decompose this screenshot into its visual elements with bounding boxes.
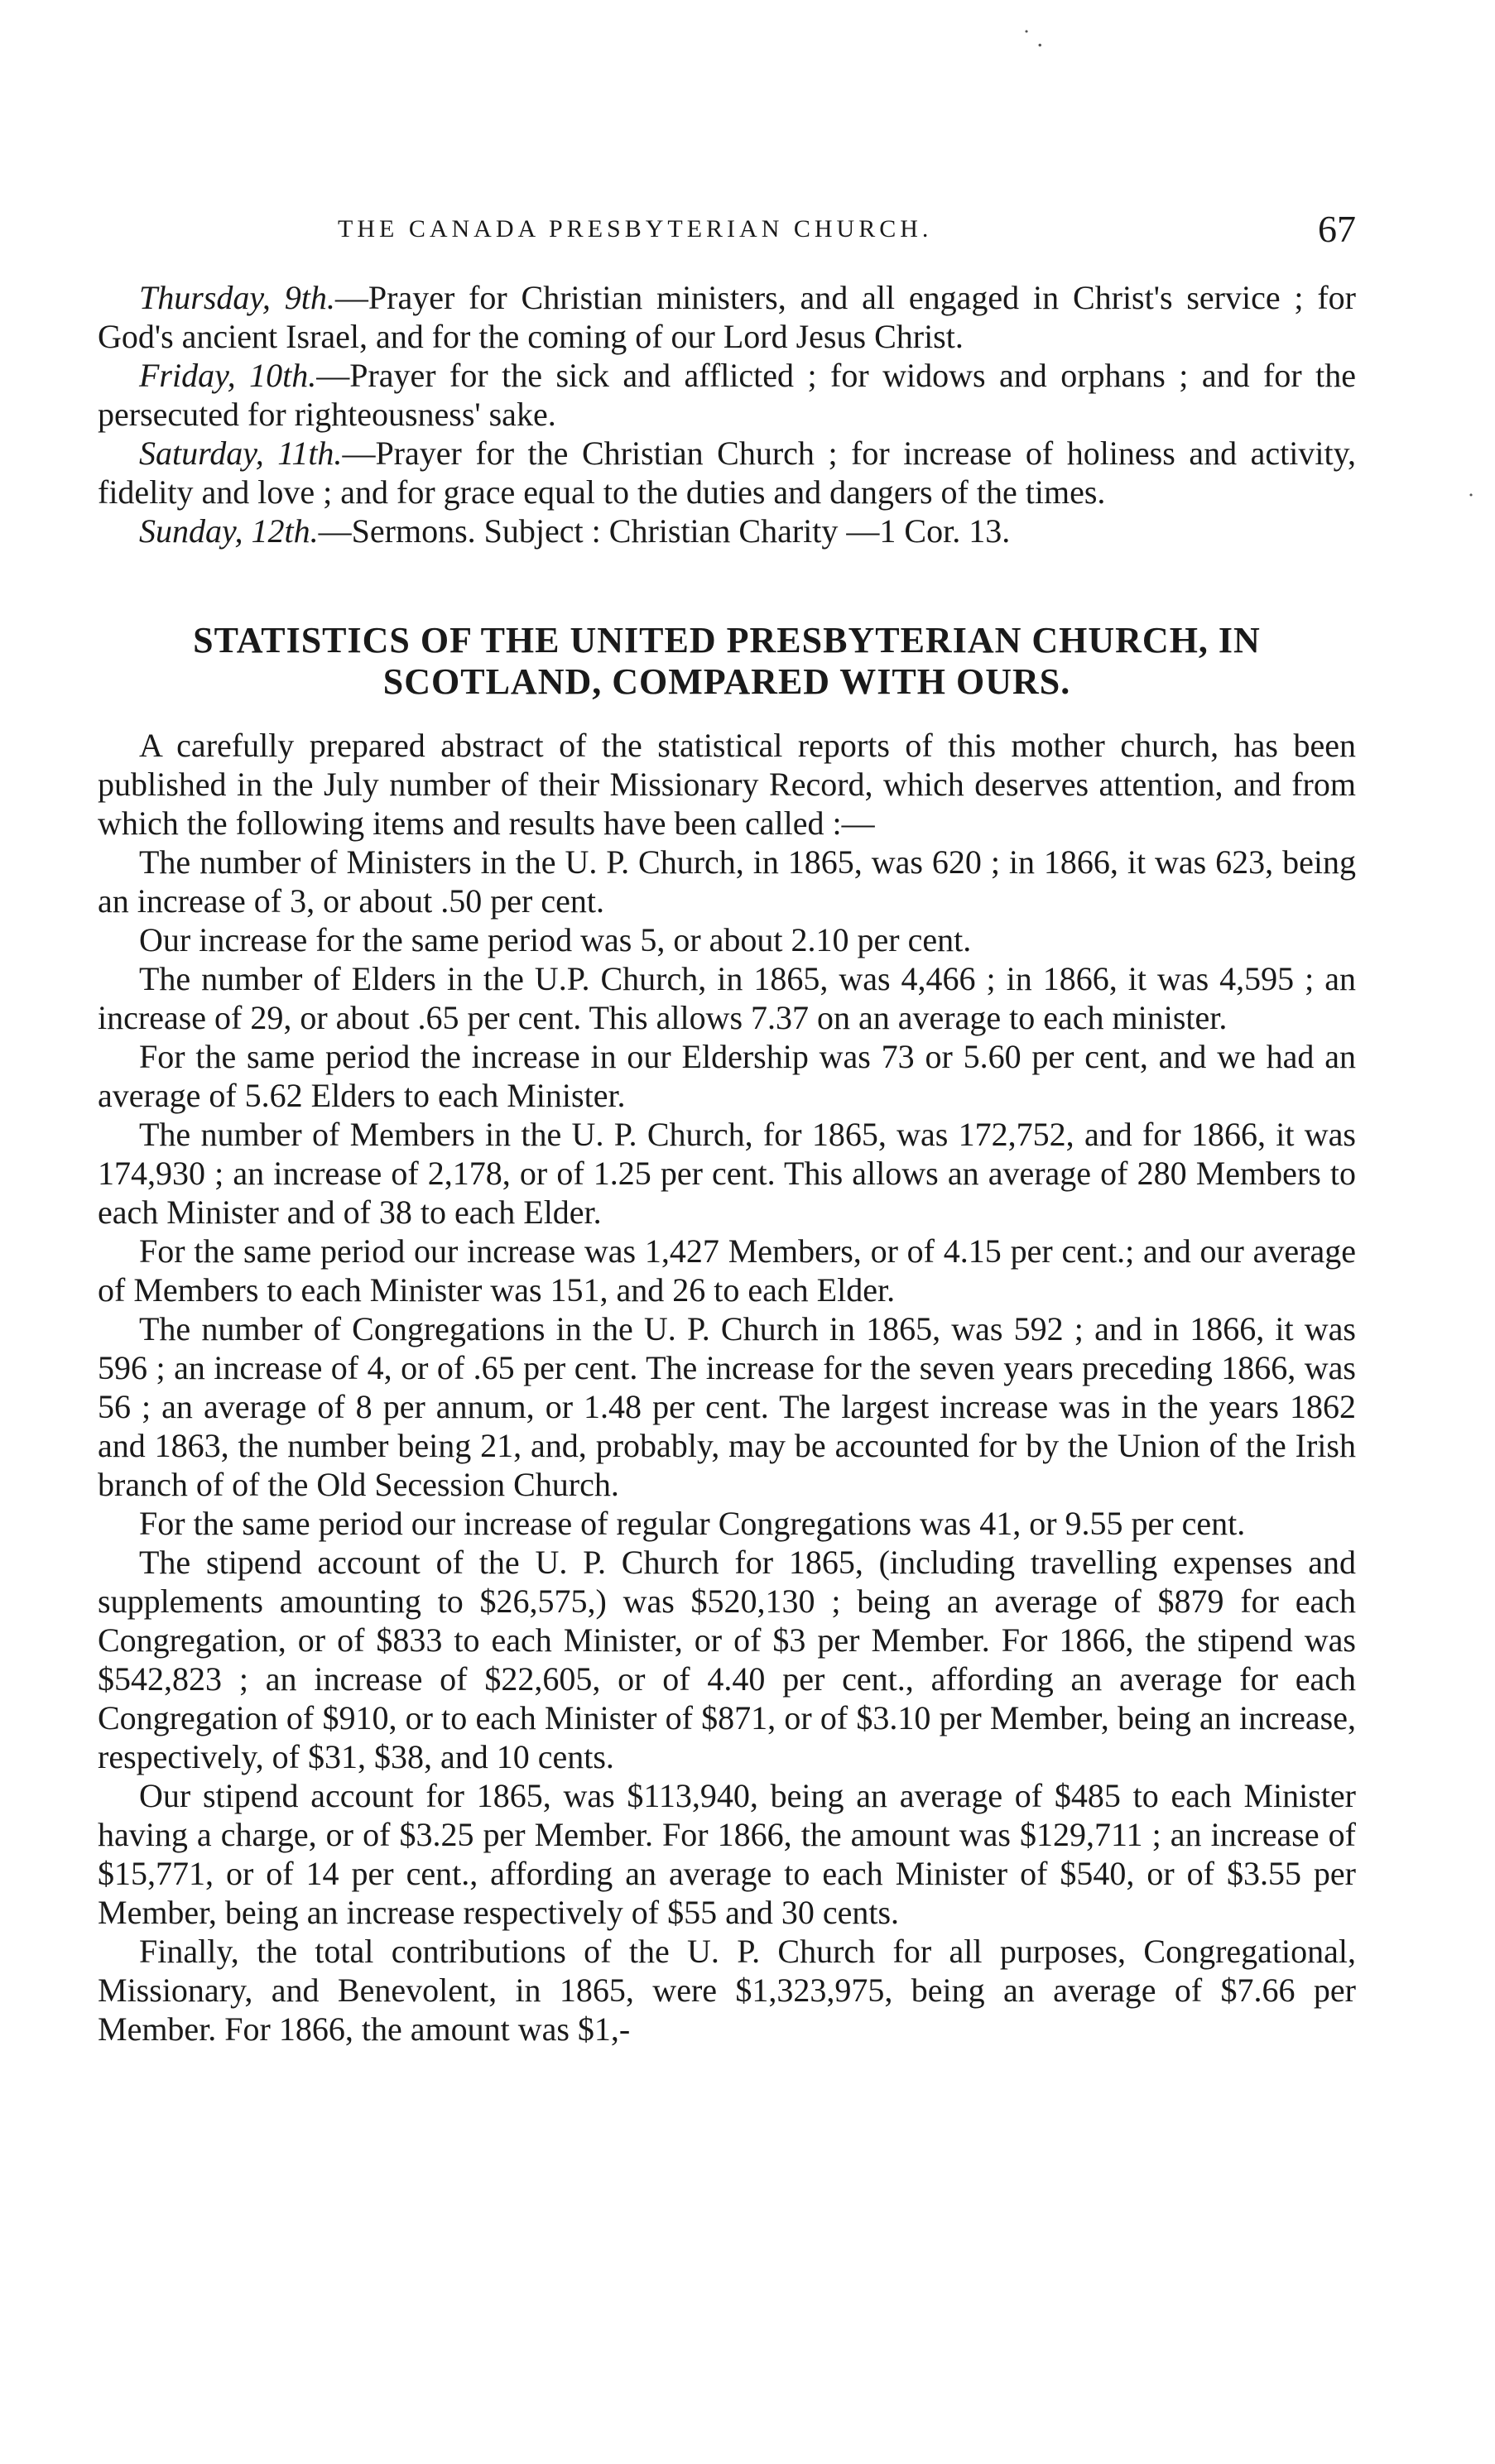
paragraph: A carefully prepared abstract of the statistical reports of this mother church, has been published in the July number of their Missionary Record, which deserves attention, and from which the following items and results have been called :— bbox=[98, 727, 1356, 842]
paragraph: Our stipend account for 1865, was $113,940, being an average of $485 to each Minister having a charge, or of $3.25 per Member. For 1866, the amount was $129,711 ; an increase of $15,771, or of 14 per cent., affording an average to each Minister of $540, or of $3.55 per Member, being an increase respectively of $55 and 30 cents. bbox=[98, 1777, 1356, 1931]
paragraph: Our increase for the same period was 5, or about 2.10 per cent. bbox=[139, 921, 972, 958]
book-page bbox=[98, 207, 1356, 2049]
paragraph: The stipend account of the U. P. Church for 1865, (including travelling expenses and supplements amounting to $26,575,) was $520,130 ; being an average of $879 for each Congregation, or of $833 to each Minister, or of $3 per Member. For 1866, the stipend was $542,823 ; an increase of $22,605, or of 4.40 per cent., affording an average for each Congregation of $910, or to each Minister of $871, or of $3.10 per Member, being an increase, respectively, of $31, $38, and 10 cents. bbox=[98, 1544, 1356, 1775]
paragraph: The number of Ministers in the U. P. Church, in 1865, was 620 ; in 1866, it was 623, being an increase of 3, or about .50 per cent. bbox=[98, 843, 1356, 920]
paragraph: The number of Elders in the U.P. Church, in 1865, was 4,466 ; in 1866, it was 4,595 ; an increase of 29, or about .65 per cent. This allows 7.37 on an average to each minister. bbox=[98, 960, 1356, 1036]
prayer-item-friday bbox=[98, 356, 1356, 434]
paragraph: For the same period our increase was 1,427 Members, or of 4.15 per cent.; and our average of Members to each Minister was 151, and 26 to each Elder. bbox=[98, 1232, 1356, 1309]
paragraph: Finally, the total contributions of the U. P. Church for all purposes, Congregational, Missionary, and Benevolent, in 1865, were $1,323,975, being an average of $7.66 per Member. For 1866, the amount was $1,- bbox=[98, 1933, 1356, 2048]
prayer-day: Thursday, 9th. bbox=[139, 279, 335, 316]
page-number: 67 bbox=[1318, 208, 1356, 250]
prayer-item-thursday bbox=[98, 278, 1356, 356]
prayer-day: Friday, 10th. bbox=[139, 357, 317, 394]
scan-speck-top: ˙ . bbox=[1022, 25, 1043, 52]
prayer-text: —Prayer for the Christian Church ; for increase of holiness and activity, fidelity and love ; and for grace equal to the duties and dangers of the times. bbox=[98, 435, 1357, 511]
prayer-day: Saturday, 11th. bbox=[139, 435, 343, 472]
prayer-schedule bbox=[98, 278, 1356, 550]
paragraph: The number of Members in the U. P. Church, for 1865, was 172,752, and for 1866, it was 174,930 ; an increase of 2,178, or of 1.25 per cent. This allows an average of 280 Members to each Minister and of 38 to each Elder. bbox=[98, 1116, 1356, 1231]
prayer-text: —Prayer for the sick and afflicted ; for widows and orphans ; and for the persecuted for righteousness' sake. bbox=[98, 357, 1356, 433]
prayer-item-saturday bbox=[98, 434, 1356, 512]
scan-speck-right: ˙ bbox=[1467, 488, 1475, 516]
article-body bbox=[98, 726, 1356, 2049]
paragraph: For the same period our increase of regular Congregations was 41, or 9.55 per cent. bbox=[139, 1505, 1246, 1542]
prayer-item-sunday bbox=[98, 512, 1356, 550]
section-heading: STATISTICS OF THE UNITED PRESBYTERIAN CHURCH, IN SCOTLAND, COMPARED WITH OURS. bbox=[193, 620, 1261, 702]
paragraph: For the same period the increase in our Eldership was 73 or 5.60 per cent, and we had an average of 5.62 Elders to each Minister. bbox=[98, 1038, 1356, 1114]
running-head bbox=[98, 207, 1356, 257]
prayer-day: Sunday, 12th. bbox=[139, 512, 319, 550]
paragraph: The number of Congregations in the U. P. Church in 1865, was 592 ; and in 1866, it was 596 ; an increase of 4, or of .65 per cent. The increase for the seven years preceding 1866, was 56 ; an average of 8 per annum, or 1.48 per cent. The largest increase was in the years 1862 and 1863, the number being 21, and, probably, may be accounted for by the Union of the Irish branch of of the Old Secession Church. bbox=[98, 1310, 1356, 1503]
prayer-text: —Prayer for Christian ministers, and all engaged in Christ's service ; for God's ancient Israel, and for the coming of our Lord Jesus Christ. bbox=[98, 279, 1357, 355]
prayer-text: —Sermons. Subject : Christian Charity —1 Cor. 13. bbox=[318, 512, 1011, 550]
running-title: THE CANADA PRESBYTERIAN CHURCH. bbox=[338, 215, 933, 243]
